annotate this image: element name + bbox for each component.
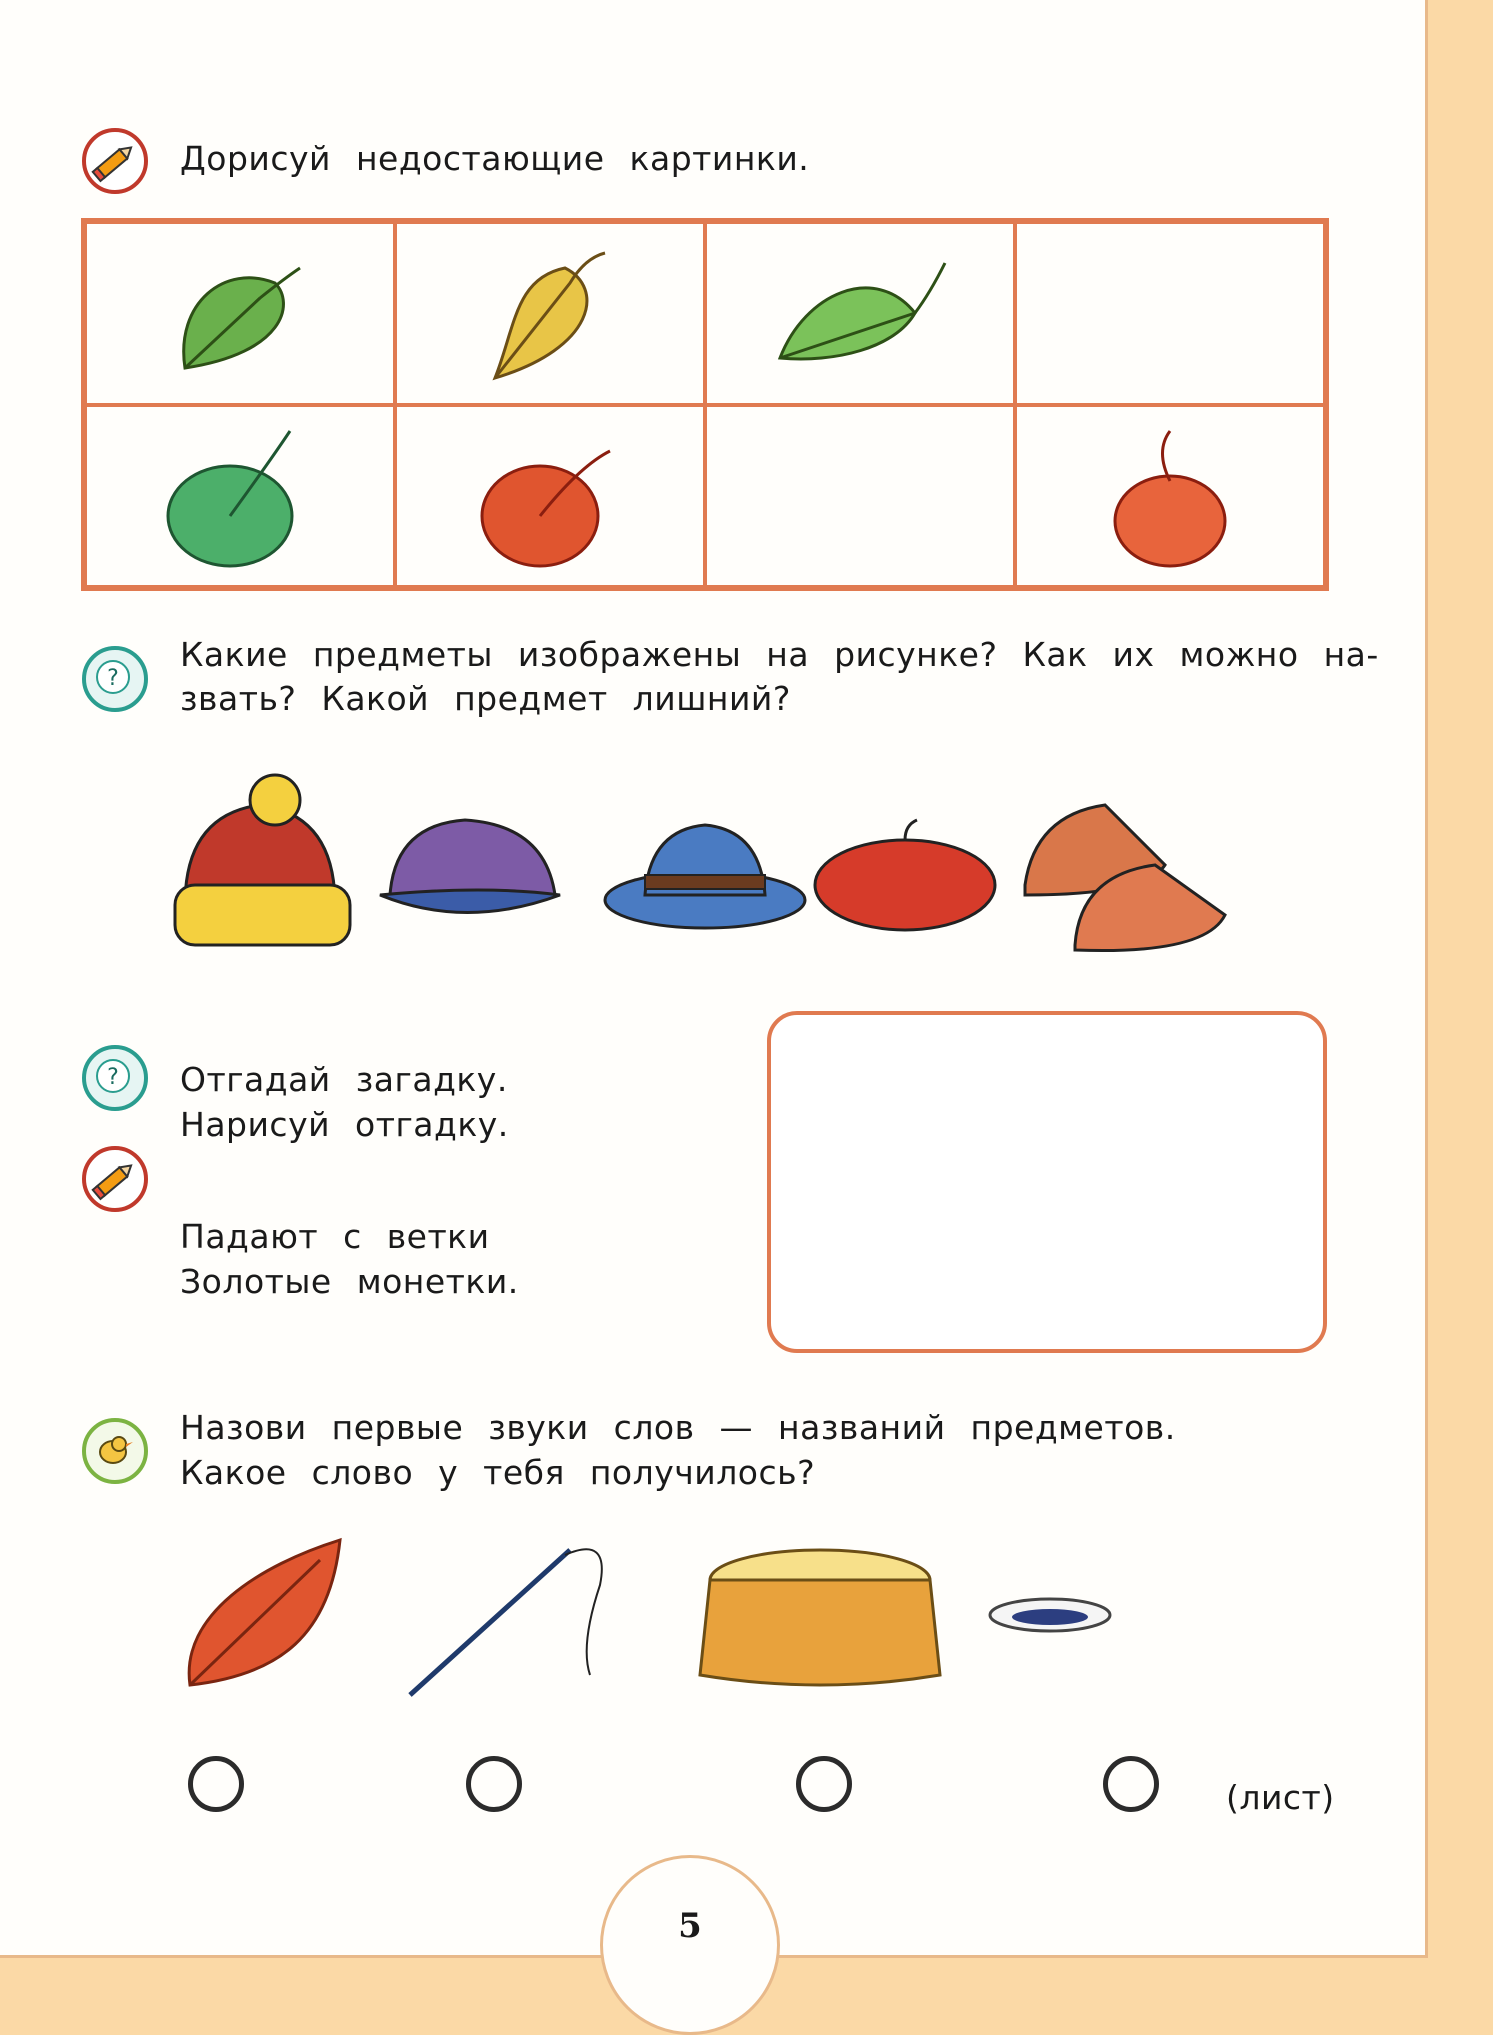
green-leaf-image xyxy=(165,243,315,383)
grid-cell-empty[interactable] xyxy=(705,405,1015,588)
task3-line2: Нарисуй отгадку. xyxy=(180,1105,509,1144)
riddle-line1: Падают с ветки xyxy=(180,1217,490,1256)
sound-circle[interactable] xyxy=(796,1756,852,1812)
sound-circle[interactable] xyxy=(466,1756,522,1812)
beret-image xyxy=(815,820,995,930)
task1-instruction: Дорисуй недостающие картинки. xyxy=(180,139,810,178)
task2-line2: звать? Какой предмет лишний? xyxy=(180,679,791,718)
red-leaf-image xyxy=(470,421,630,571)
fedora-image xyxy=(605,825,805,928)
drawing-answer-box[interactable] xyxy=(767,1011,1327,1353)
grid-cell xyxy=(395,405,705,588)
grid-cell xyxy=(705,222,1015,405)
leaf-image xyxy=(189,1540,340,1685)
task4-line2: Какое слово у тебя получилось? xyxy=(180,1453,816,1492)
sound-circle[interactable] xyxy=(1103,1756,1159,1812)
round-green-leaf-image xyxy=(160,421,320,571)
shoes-image xyxy=(1025,805,1225,951)
yellow-leaf-image xyxy=(475,238,625,388)
green-leaf-image xyxy=(765,253,955,373)
tablecloth-image xyxy=(700,1550,940,1685)
grid-cell xyxy=(395,222,705,405)
page-number xyxy=(600,1855,780,2035)
task4-line1: Назови первые звуки слов — названий предметов. xyxy=(180,1408,1176,1447)
question-icon xyxy=(82,646,148,712)
plate-image xyxy=(990,1599,1110,1631)
needle-image xyxy=(410,1549,602,1695)
knit-hat-image xyxy=(175,775,350,945)
svg-text:?: ? xyxy=(107,1065,119,1090)
objects-row-image xyxy=(170,1525,1250,1725)
cap-image xyxy=(380,820,560,913)
answer-hint: (лист) xyxy=(1226,1778,1335,1817)
grid-cell-empty[interactable] xyxy=(1015,222,1325,405)
riddle-line2: Золотые монетки. xyxy=(180,1262,519,1301)
sound-circle[interactable] xyxy=(188,1756,244,1812)
bird-icon xyxy=(82,1418,148,1484)
task2-line1: Какие предметы изображены на рисунке? Как их можно на- xyxy=(180,635,1379,674)
grid-cell xyxy=(1015,405,1325,588)
pencil-icon xyxy=(82,128,148,194)
page-number-label: 5 xyxy=(678,1906,702,1946)
headwear-row-image xyxy=(165,745,1245,965)
task3-line1: Отгадай загадку. xyxy=(180,1060,508,1099)
grid-cell xyxy=(85,222,395,405)
grid-cell xyxy=(85,405,395,588)
leaf-pattern-grid xyxy=(81,218,1329,591)
svg-text:?: ? xyxy=(107,666,119,691)
pencil-icon xyxy=(82,1146,148,1212)
red-leaf-image xyxy=(1100,421,1240,571)
question-icon xyxy=(82,1045,148,1111)
